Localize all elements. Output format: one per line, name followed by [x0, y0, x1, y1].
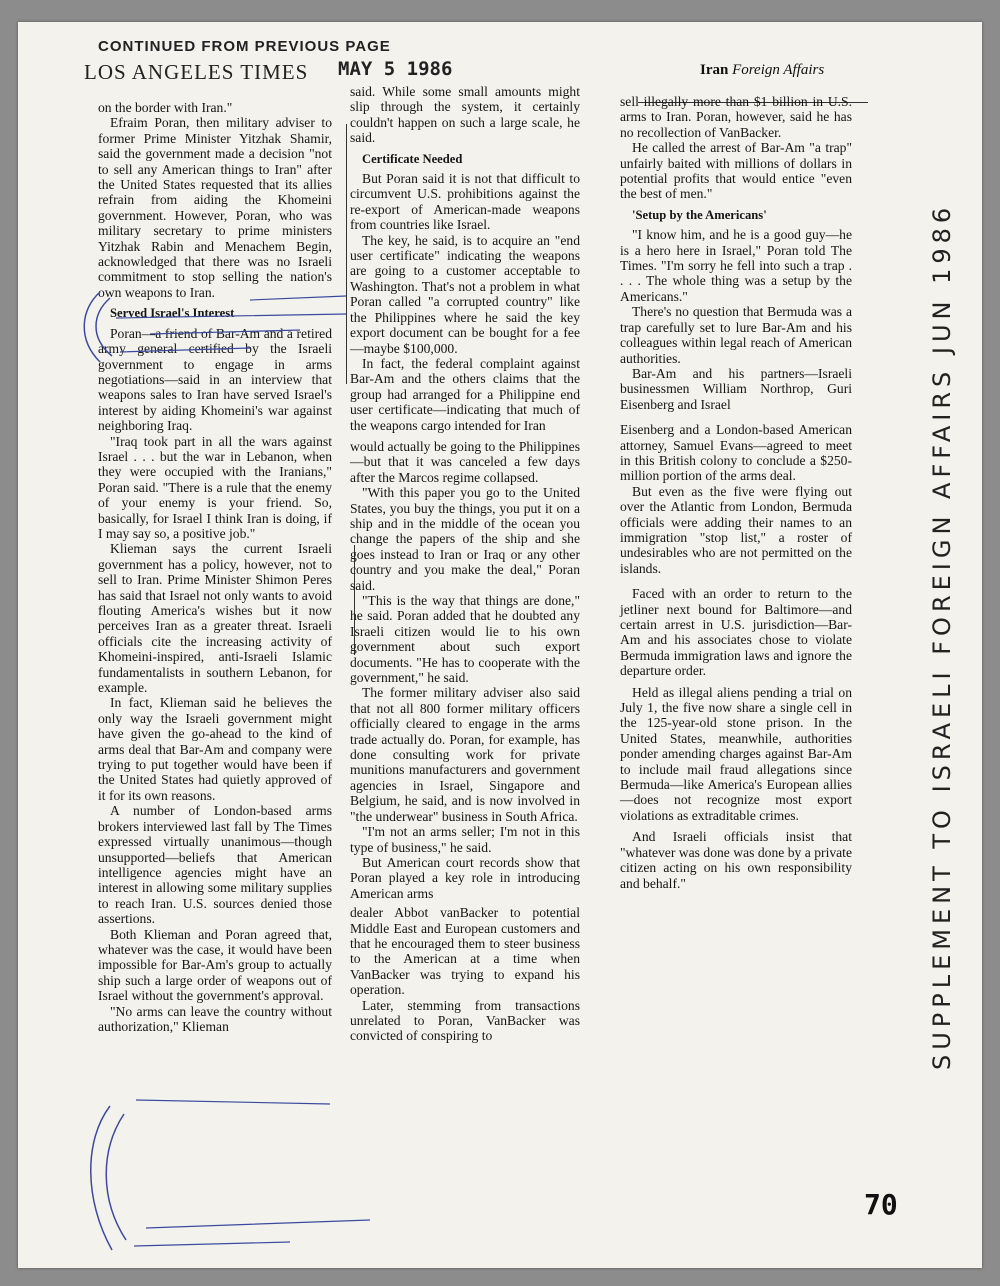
- paragraph: on the border with Iran.": [98, 100, 233, 115]
- paragraph: "I'm not an arms seller; I'm not in this type of business," he said.: [350, 824, 580, 855]
- subheading: 'Setup by the Americans': [632, 207, 767, 222]
- paragraph: Later, stemming from transactions unrelated to Poran, VanBacker was convicted of conspiring to: [350, 997, 580, 1044]
- bracket-mark: [96, 298, 112, 356]
- paragraph: The key, he said, is to acquire an "end user certificate" indicating the weapons are going to a customer acceptable to Washington. That's not a problem in what Poran called "a corrupted country" like the Philippines where he said the key export document can be bought for a fee—maybe $100,000.: [350, 232, 580, 356]
- paragraph: "With this paper you go to the United States, you buy the things, you put it on a ship and in the middle of the ocean you change the papers of the ship and she goes instead to Iran or Iraq or any other country and you make the deal," Poran said.: [350, 485, 580, 593]
- paragraph: A number of London-based arms brokers interviewed last fall by The Times expressed virtually unanimous—though unsupported—beliefs that American intelligence agencies might have an interest in allowing some military supplies to reach Iran. U.S. sources denied those assertions.: [98, 803, 332, 927]
- bracket-mark: [106, 1114, 126, 1240]
- paragraph: In fact, Klieman said he believes the only way the Israeli government might have given the go-ahead to the kind of arms deal that Bar-Am and company were trying to put together would have been if the United States had quietly approved of it for its own reasons.: [98, 695, 332, 803]
- paragraph: Bar-Am and his partners—Israeli businessmen William Northrop, Guri Eisenberg and Israel: [620, 365, 852, 412]
- paragraph: "No arms can leave the country without authorization," Klieman: [98, 1003, 332, 1034]
- bracket-mark: [91, 1106, 112, 1250]
- paragraph: And Israeli officials insist that "whatever was done was done by a private citizen acting on his own responsibility and behalf.": [620, 829, 852, 891]
- bracket-mark: [84, 292, 100, 362]
- underline-mark: [116, 296, 346, 352]
- paragraph: Faced with an order to return to the jetliner next bound for Baltimore—and certain arrest in U.S. jurisdiction—Bar-Am and his associates chose to violate Bermuda immigration laws and ignore the departure order.: [620, 586, 852, 679]
- section-label-b: Foreign Affairs: [732, 62, 825, 78]
- page-number: 70: [864, 1188, 898, 1221]
- paragraph: But even as the five were flying out over the Atlantic from London, Bermuda officials were adding their names to an immigration "stop list," a roster of undesirables who are not permitted on the islands.: [620, 483, 852, 576]
- paragraph: "Iraq took part in all the wars against Israel . . . but the war in Lebanon, when they were occupied with the Iranians," Poran said. "There is a rule that the enemy of your enemy is your friend. So, basically, for Israel I think Iran is doing, if I may say so, a positive job.": [98, 433, 332, 541]
- paragraph: The former military adviser also said that not all 800 former military officers officially cleared to engage in the arms trade actually do. Poran, for example, has done consulting work for private munitions manufacturers and government agencies in Israel, Singapore and Belgium, he said, and is now involved in "the underwear" business in South Africa.: [350, 685, 580, 824]
- paragraph: Both Klieman and Poran agreed that, whatever was the case, it would have been impossible for Bar-Am's group to actually ship such a large order of weapons out of Israel without the government's approval.: [98, 926, 332, 1004]
- paragraph: "This is the way that things are done," he said. Poran added that he doubted any Israeli citizen would lie to his own government about such export documents. "He has to cooperate with the government," he said.: [350, 593, 580, 686]
- paragraph: There's no question that Bermuda was a trap carefully set to lure Bar-Am and his colleagues within legal reach of American authorities.: [620, 304, 852, 366]
- paragraph: But American court records show that Poran played a key role in introducing American arms: [350, 854, 580, 901]
- paragraph: sell illegally more than $1 billion in U.S. arms to Iran. Poran, however, said he has no recollection of VanBacker.: [620, 94, 852, 140]
- paragraph: Klieman says the current Israeli government has a policy, however, not to sell to Iran. Prime Minister Shimon Peres has said that Israel not only wants to avoid flouting America's wishes but it now perceives Iran as a greater threat. Israeli officials cite the increasing activity of Khomeini-inspired, anti-Israeli Islamic fundamentalists in southern Lebanon, for example.: [98, 541, 332, 696]
- paragraph: He called the arrest of Bar-Am "a trap" unfairly baited with millions of dollars in potential profits that would entice "even the best of men.": [620, 140, 852, 202]
- paragraph: said. While some small amounts might slip through the system, it certainly couldn't happen on such a large scale, he said.: [350, 84, 580, 146]
- paragraph: In fact, the federal complaint against Bar-Am and the others claims that the group had arranged for a Philippine end user certificate—indicating that much of the weapons cargo intended for Iran: [350, 355, 580, 433]
- continued-stamp: CONTINUED FROM PREVIOUS PAGE: [98, 38, 391, 55]
- paragraph: Efraim Poran, then military adviser to former Prime Minister Yitzhak Shamir, said the government made a decision "not to sell any American things to Iran" after the United States requested that its allies refrain from aiding the Khomeini government. However, Poran, who was military secretary to prime ministers Yitzhak Rabin and Menachem Begin, acknowledged that there was no Israeli commitment to stop selling the nation's own weapons to Iran.: [98, 115, 332, 300]
- date-stamp: MAY 5 1986: [338, 58, 453, 80]
- paragraph: dealer Abbot vanBacker to potential Middle East and European customers and that he encouraged them to steer business to the American at a time when VanBacker was trying to expand his operation.: [350, 905, 580, 998]
- underline-mark: [134, 1100, 370, 1246]
- paragraph: Poran—a friend of Bar-Am and a retired army general certified by the Israeli government to engage in arms negotiations—said in an interview that weapons sales to Iran have served Israel's interest by aiding Khomeini's war against neighboring Iraq.: [98, 325, 332, 434]
- paragraph: Eisenberg and a London-based American attorney, Samuel Evans—agreed to meet in this British colony to conclude a $250-million portion of the arms deal.: [620, 422, 852, 484]
- subheading: Served Israel's Interest: [110, 306, 235, 321]
- section-label-a: Iran: [700, 62, 729, 78]
- supplement-sidebar: SUPPLEMENT TO ISRAELI FOREIGN AFFAIRS JUN 1986: [928, 202, 956, 1070]
- newspaper-name: LOS ANGELES TIMES: [84, 60, 309, 84]
- subheading: Certificate Needed: [362, 151, 463, 166]
- paragraph: "I know him, and he is a good guy—he is a hero here in Israel," Poran told The Times. "I'm sorry he fell into such a trap . . . . The whole thing was a setup by the Americans.": [620, 227, 852, 304]
- paragraph: would actually be going to the Philippines—but that it was canceled a few days after the Marcos regime collapsed.: [350, 438, 580, 485]
- paragraph: But Poran said it is not that difficult to circumvent U.S. prohibitions against the re-export of American-made weapons from countries like Israel.: [350, 171, 580, 233]
- paragraph: Held as illegal aliens pending a trial on July 1, the five now share a single cell in the 125-year-old stone prison. In the United States, meanwhile, authorities ponder amending charges against Bar-Am to include mail fraud allegations since Bermuda—like America's European allies—does not recognize most export violations as extraditable crimes.: [620, 684, 852, 823]
